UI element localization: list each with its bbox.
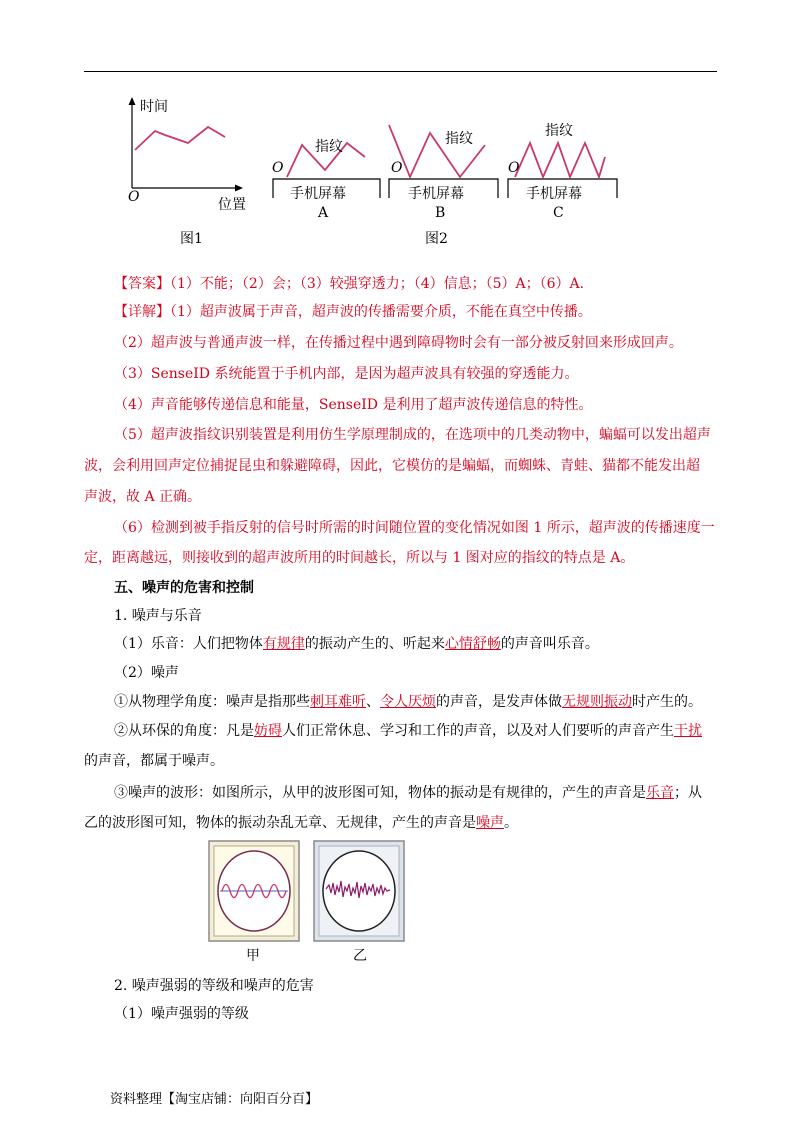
analysis-line-1 [84,302,754,322]
footer-note: 资料整理【淘宝店铺：向阳百分百】 [110,1092,319,1107]
fig2-c-origin: O [508,160,520,176]
fig1-caption: 图1 [180,231,203,247]
noise-waveform-line-1 [84,783,754,803]
phys-blank-harsh: 刺耳难听 [310,694,366,710]
noise-waveform-line-2 [84,813,724,833]
music-blank-pleasant: 心情舒畅 [444,636,501,652]
analysis-p6-line-1: （6）检测到被手指反射的信号时所需的时间随位置的变化情况如图 1 所示，超声波的传播速度一 [114,520,715,536]
fig2-caption: 图2 [425,231,448,247]
oscilloscope-figure [208,840,408,944]
env-text-a: ②从环保的角度：凡是 [114,723,254,739]
analysis-p3: （3）SenseID 系统能置于手机内部，是因为超声波具有较强的穿透能力。 [114,366,579,382]
noise-level-heading: （1）噪声强弱的等级 [114,1006,249,1022]
analysis-p6-line-2: 定，距离越远，则接收到的超声波所用的时间越长，所以与 1 图对应的指纹的特点是 A。 [84,550,635,566]
wave-text-f: 。 [504,815,518,831]
answer-line [84,274,754,294]
phys-blank-irregular: 无规则振动 [562,694,632,710]
fig1-xlabel: 位置 [218,197,246,213]
wave-text-d: 乙的波形图可知，物体的振动杂乱无章、无规律，产生的声音是 [84,815,476,831]
fig2-c-tag: C [553,205,564,221]
music-text-c: 的振动产生的、听起来 [304,636,445,652]
fig2-b-screen-label: 手机屏幕 [408,186,464,202]
fig2-a-finger-label: 指纹 [315,139,343,155]
fig2-b-origin: O [391,160,403,176]
phys-text-c: 、 [366,694,380,710]
analysis-tag: 【详解】 [114,304,170,320]
analysis-p5-line-3: 声波，故 A 正确。 [84,489,202,505]
fig2-b-finger-label: 指纹 [445,131,473,147]
analysis-p2: （2）超声波与普通声波一样，在传播过程中遇到障碍物时会有一部分被反射回来形成回声。 [114,335,683,351]
phys-text-a: ①从物理学角度：噪声是指那些 [114,694,310,710]
wave-blank-noise: 噪声 [476,815,504,831]
phys-text-g: 时产生的。 [632,694,702,710]
analysis-p5-line-2: 波，会利用回声定位捕捉昆虫和躲避障碍，因此，它模仿的是蝙蝠，而蜘蛛、青蛙、猫都不能发出超 [84,458,700,474]
music-blank-regular: 有规律 [262,636,305,652]
noise-heading: （2）噪声 [114,665,179,681]
fig2-a-screen-label: 手机屏幕 [290,186,346,202]
fig2-c-screen-label: 手机屏幕 [526,186,582,202]
fig2-a-origin: O [272,160,284,176]
oscilloscope-label-right: 乙 [353,948,367,964]
env-text-c: 人们正常休息、学习和工作的声音，以及对人们要听的声音产生 [282,723,674,739]
noise-env-definition-line-2: 的声音，都属于噪声。 [84,753,224,769]
section-5-subheading-1: 1. 噪声与乐音 [114,608,202,624]
phys-blank-annoying: 令人厌烦 [380,694,436,710]
wave-text-c: ；从 [674,785,702,801]
music-text-e: 的声音叫乐音。 [500,636,599,652]
music-definition [84,634,754,654]
fig2-a-tag: A [318,205,329,221]
music-text-a: （1）乐音：人们把物体 [114,636,263,652]
env-blank-hinder: 妨碍 [254,723,282,739]
wave-blank-music: 乐音 [646,785,674,801]
header-rule [84,71,717,72]
answer-tag: 【答案】 [114,276,170,292]
noise-physics-definition [84,692,754,712]
analysis-p1: （1）超声波属于声音，超声波的传播需要介质，不能在真空中传播。 [170,304,592,320]
wave-text-a: ③噪声的波形：如图所示，从甲的波形图可知，物体的振动是有规律的，产生的声音是 [114,785,646,801]
oscilloscope-label-left: 甲 [246,948,260,964]
answer-text: （1）不能；（2）会；（3）较强穿透力；（4）信息；（5）A；（6）A. [170,276,585,292]
env-blank-interfere: 干扰 [674,723,702,739]
fig2-c-finger-label: 指纹 [545,123,573,139]
section-5-subheading-2: 2. 噪声强弱的等级和噪声的危害 [114,978,314,994]
section-5-heading: 五、噪声的危害和控制 [114,580,254,596]
fig2-b-tag: B [435,205,446,221]
fig1-ylabel: 时间 [140,99,168,115]
analysis-p5-line-1: （5）超声波指纹识别装置是利用仿生学原理制成的，在选项中的几类动物中，蝙蝠可以发出超声 [114,427,711,443]
analysis-p4: （4）声音能够传递信息和能量，SenseID 是利用了超声波传递信息的特性。 [114,397,593,413]
noise-env-definition-line-1 [84,721,754,741]
phys-text-e: 的声音，是发声体做 [436,694,562,710]
fig1-origin: O [128,189,140,205]
